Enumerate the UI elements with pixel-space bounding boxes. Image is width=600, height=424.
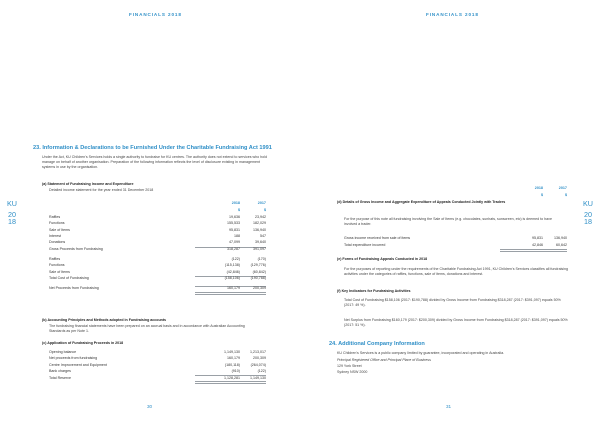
value-2017: 182,029 [253, 221, 266, 226]
page-header-left: FINANCIALS 2018 [129, 12, 182, 17]
value-2017: (129,776) [250, 263, 266, 268]
row-label: Sale of Items [49, 269, 70, 274]
subsection-a-title: (a) Statement of Fundraising Income and Expenditure [42, 182, 134, 186]
table-row [49, 263, 266, 268]
total-double-rule [195, 292, 266, 295]
row-label: Net proceeds from fundraising [49, 356, 98, 361]
value-2017: 391,097 [253, 247, 266, 251]
page-number-left: 30 [147, 404, 153, 409]
table-row [49, 240, 266, 245]
column-unit-2018: $ [237, 208, 240, 212]
table-row [49, 215, 266, 220]
subsection-d-title: (d) Details of Gross Income and Aggregate Expenditure of Appeals Conducted Jointly with Traders [337, 200, 506, 204]
side-label-left [5, 200, 19, 225]
row-label: Bank charges [49, 368, 71, 373]
column-year-2017: 2017 [558, 186, 567, 190]
row-label: Opening balance [49, 350, 77, 354]
value-2018: 1,149,130 [224, 350, 240, 354]
value-2018: 47,099 [229, 240, 240, 245]
section-24-office-heading: Principal Registered Office and Principal Place of Business [337, 358, 431, 362]
value-2017: 60,642 [556, 243, 567, 247]
column-year-2018: 2018 [534, 186, 543, 190]
section-23-intro: Under the Act, KU Children's Services holds a single authority to fundraise for KU centres. The authority does not extend to services who hold manage on behalf of another organisation. Preparation of the following information reflects the level of disclosure existing in management systems in use by the organisation. [42, 155, 267, 170]
value-2017: (170) [257, 257, 266, 261]
table-row [49, 234, 266, 239]
row-label: Functions [49, 221, 65, 226]
value-2017: 1,149,130 [250, 375, 266, 380]
value-2018: (122) [231, 257, 240, 261]
row-label: Functions [49, 263, 65, 268]
column-year-2017: 2017 [257, 201, 266, 205]
value-2017: 23,942 [255, 215, 266, 219]
value-2017: (60,842) [252, 269, 266, 274]
row-label: Raffles [49, 215, 61, 219]
total-double-rule [500, 249, 567, 252]
table-row [49, 350, 266, 355]
table-row [49, 247, 266, 252]
value-2017: 1,213,017 [250, 350, 266, 354]
table-row [49, 376, 266, 381]
value-2017: 39,640 [255, 240, 266, 245]
value-2017: 136,940 [554, 236, 567, 240]
table-row [49, 363, 266, 368]
value-2017: 200,309 [253, 286, 266, 291]
value-2018: (180,118) [224, 362, 240, 367]
value-2017: (122) [257, 368, 266, 373]
subsection-b-text: The fundraising financial statements have been prepared on an accrual basis and in accordance with Australian Accounting Standards as per Note 1. [49, 324, 245, 334]
table-row [49, 270, 266, 275]
row-label: Interest [49, 233, 61, 238]
value-2018: 1,128,281 [224, 375, 240, 380]
row-label: Centre Improvement and Equipment [49, 362, 107, 367]
row-label: Gross Proceeds from Fundraising [49, 247, 103, 251]
row-label: Total Reserve [49, 375, 71, 380]
value-2018: 318,287 [227, 247, 240, 251]
table-row [49, 369, 266, 374]
value-2018: 155,533 [227, 221, 240, 226]
table-row [49, 228, 266, 233]
row-label: Sale of Items [49, 227, 70, 232]
section-24-title: 24. Additional Company Information [329, 341, 425, 347]
row-label: Raffles [49, 257, 61, 261]
value-2018: (115,138) [224, 263, 240, 268]
value-2018: (910) [231, 368, 240, 373]
row-label: Total expenditure incurred [344, 243, 386, 247]
value-2017: 136,940 [253, 227, 266, 232]
value-2018: 160,179 [227, 356, 240, 361]
subsection-a-subtitle: Detailed income statement for the year ended 31 December 2018 [49, 188, 154, 192]
side-label-18: 18 [584, 217, 592, 226]
section-24-address-line-1: 129 York Street [337, 364, 362, 368]
row-label: Total Cost of Fundraising [49, 276, 89, 281]
table-row [49, 257, 266, 262]
value-2017: 200,309 [253, 356, 266, 361]
subsection-f-text-1: Total Cost of Fundraising $158,106 (2017: $190,788) divided by Gross Income from Fundraising $318,287 (2017: $391,097) equals 50% (2017: 49 %). [344, 298, 561, 308]
value-2017: (190,788) [250, 276, 266, 281]
subsection-c-title: (c) Application of Fundraising Proceeds in 2018 [42, 341, 124, 345]
side-label-18: 18 [8, 217, 16, 226]
subsection-d-text: For the purpose of this note all fundraising involving the Sale of Items (e.g. chocolates, sunhats, sunscreen, etc) is deemed to have involved a trader. [344, 217, 552, 227]
table-row [49, 221, 266, 226]
table-row [344, 243, 567, 248]
value-2018: (158,106) [224, 276, 240, 281]
row-label: Donations [49, 240, 66, 245]
side-label-20: 20 [584, 210, 592, 219]
table-row [49, 356, 266, 361]
column-unit-2017: $ [564, 193, 567, 197]
column-unit-2017: $ [263, 208, 266, 212]
value-2018: 188 [234, 233, 240, 238]
value-2017: 547 [260, 233, 266, 238]
value-2017: (264,074) [250, 362, 266, 367]
table-row [49, 286, 266, 291]
value-2018: (42,846) [226, 269, 240, 274]
subsection-e-text: For the purposes of reporting under the requirements of the Charitable Fundraising Act 1991, KU Children's Services classifies all fundraising activities under the categories of raffles, functions, sale of items, donations and interest. [344, 267, 569, 277]
subsection-b-title: (b) Accounting Principles and Methods adopted in Fundraising accounts [42, 318, 167, 322]
value-2018: 160,179 [227, 286, 240, 291]
side-label-ku: KU [7, 199, 17, 208]
table-row [344, 236, 567, 241]
row-label: Gross income received from sale of items [344, 236, 411, 240]
page-header-right: FINANCIALS 2018 [426, 12, 479, 17]
table-row [49, 276, 266, 281]
total-double-rule [195, 381, 266, 384]
subsection-f-title: (f) Key Indicators for Fundraising Activities [337, 289, 411, 293]
side-label-ku: KU [583, 199, 593, 208]
subsection-f-text-2: Net Surplus from Fundraising $160,179 (2017: $200,309) divided by Gross Income from Fundraising $318,287 (2017: $391,097) equals 50% (2017: 51 %). [344, 318, 568, 328]
subsection-e-title: (e) Forms of Fundraising Appeals Conducted in 2018 [337, 257, 428, 261]
column-year-2018: 2018 [231, 201, 240, 205]
page-number-right: 31 [446, 404, 452, 409]
value-2018: 95,831 [532, 236, 543, 240]
section-24-text: KU Children's Services is a public company limited by guarantee, incorporated and operating in Australia. [337, 351, 505, 355]
side-label-20: 20 [8, 210, 16, 219]
value-2018: 19,636 [229, 215, 240, 219]
value-2018: 42,846 [532, 243, 543, 247]
value-2018: 95,831 [229, 227, 240, 232]
row-label: Net Proceeds from Fundraising [49, 286, 99, 291]
section-24-address-line-2: Sydney NSW 2000 [337, 370, 368, 374]
side-label-right [581, 200, 595, 225]
section-23-title: 23. Information & Declarations to be Furnished Under the Charitable Fundraising Act 1991 [33, 145, 272, 151]
column-unit-2018: $ [540, 193, 543, 197]
